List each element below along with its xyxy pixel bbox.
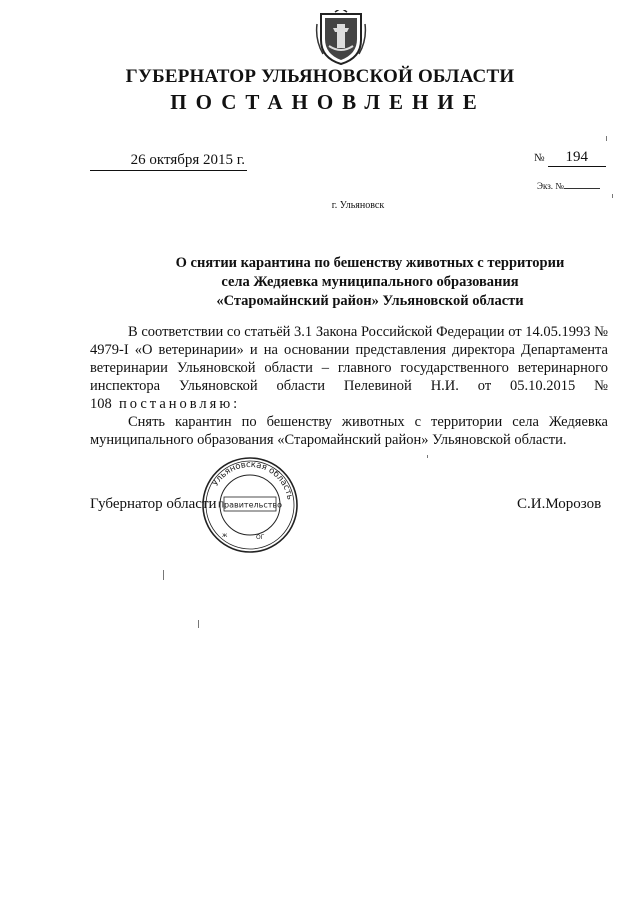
copy-number-label: Экз. № <box>537 181 564 191</box>
signer-position: Губернатор области <box>90 496 217 512</box>
scan-mark <box>198 620 199 628</box>
svg-text:Правительство: Правительство <box>218 500 282 510</box>
body-paragraph-1 <box>90 323 608 413</box>
scan-mark <box>427 455 428 458</box>
document-number-field <box>534 148 606 167</box>
copy-number-field <box>537 181 600 191</box>
scan-mark <box>163 570 164 580</box>
coat-of-arms-icon <box>315 10 367 66</box>
subject-line-3: «Старомайнский район» Ульяновской области <box>216 293 524 309</box>
scan-mark <box>612 194 613 198</box>
issuer-title: ГУБЕРНАТОР УЛЬЯНОВСКОЙ ОБЛАСТИ <box>125 66 515 87</box>
official-seal-stamp <box>200 455 300 555</box>
svg-text:Ульяновская область: Ульяновская область <box>210 459 295 501</box>
document-subject <box>120 254 620 311</box>
issue-city: г. Ульяновск <box>331 200 385 211</box>
document-type-heading: ПОСТАНОВЛЕНИЕ <box>170 90 486 114</box>
body-paragraph-2: Снять карантин по бешенству животных с территории села Жедяевка муниципального образования «Старомайнский район» Ульяновской области. <box>90 414 608 448</box>
document-date: 26 октября 2015 г. <box>90 150 247 171</box>
svg-text:ОГ: ОГ <box>256 534 265 541</box>
subject-line-1: О снятии карантина по бешенству животных с территории <box>175 255 565 271</box>
scan-mark <box>606 136 607 141</box>
document-body <box>90 323 608 449</box>
subject-line-2: села Жедяевка муниципального образования <box>221 274 519 290</box>
paragraph-1-text: В соответствии со статьёй 3.1 Закона Российской Федерации от 14.05.1993 № 4979-I «О ветеринарии» и на основании представления директора Департамента ветеринарии Ульяновской области – главного государственного ветеринарного инспектора Ульяновской области Пелевиной Н.И. от 05.10.2015 № 108 <box>90 324 608 412</box>
signer-name: С.И.Морозов <box>517 496 602 512</box>
number-sign-label: № <box>534 152 545 164</box>
decree-word: постановляю: <box>119 396 241 412</box>
svg-text:ж: ж <box>222 532 228 539</box>
document-number: 194 <box>548 148 606 167</box>
copy-number-blank <box>564 188 600 189</box>
